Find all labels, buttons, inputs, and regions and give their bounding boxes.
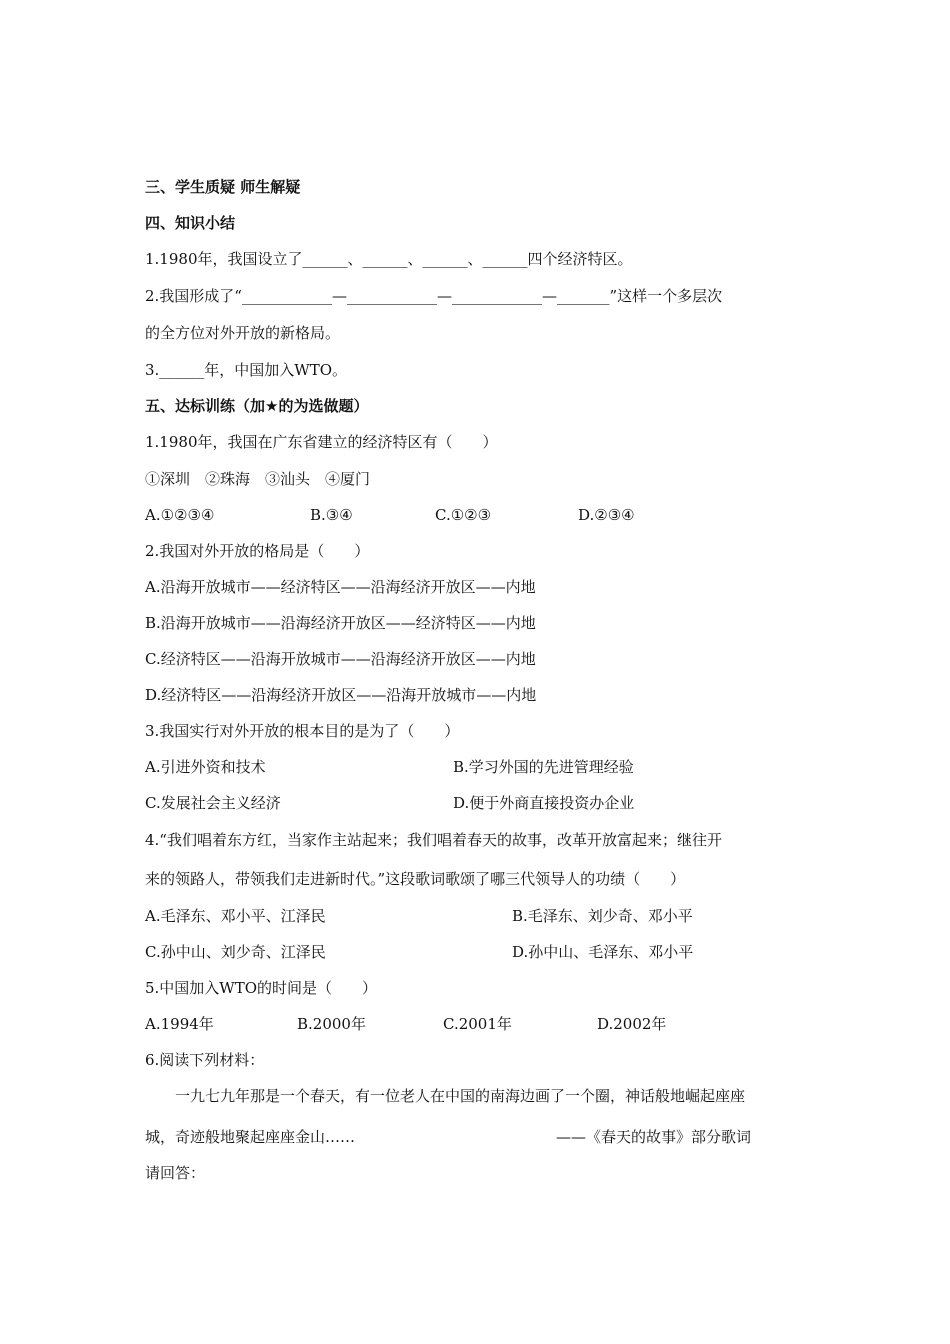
exercise-q3-option-c: C.发展社会主义经济 [145, 794, 281, 812]
exercise-q6-prompt: 请回答： [145, 1164, 206, 1182]
section-3-title: 三、学生质疑 师生解疑 [145, 178, 301, 196]
exercise-q3-option-b: B.学习外国的先进管理经验 [453, 758, 634, 776]
summary-q3: 3.______年，中国加入WTO。 [145, 361, 348, 379]
exercise-q4-option-c: C.孙中山、刘少奇、江泽民 [145, 943, 326, 961]
exercise-q2-option-a: A.沿海开放城市——经济特区——沿海经济开放区——内地 [145, 578, 536, 596]
exercise-q1-option-b: B.③④ [310, 506, 353, 524]
exercise-q4-option-d: D.孙中山、毛泽东、邓小平 [512, 943, 694, 961]
exercise-q1-option-c: C.①②③ [435, 506, 492, 524]
exercise-q1-stem: 1.1980年，我国在广东省建立的经济特区有（ ） [145, 433, 498, 451]
exercise-q5-option-b: B.2000年 [297, 1015, 366, 1033]
exercise-q1-items: ①深圳 ②珠海 ③汕头 ④厦门 [145, 470, 371, 488]
exercise-q2-option-d: D.经济特区——沿海经济开放区——沿海开放城市——内地 [145, 686, 537, 704]
exercise-q6-material-line1: 一九七九年那是一个春天，有一位老人在中国的南海边画了一个圈，神话般地崛起座座 [175, 1087, 746, 1105]
exercise-q4-stem-line2: 来的领路人，带领我们走进新时代。”这段歌词歌颂了哪三代领导人的功绩（ ） [145, 870, 686, 888]
exercise-q2-option-b: B.沿海开放城市——沿海经济开放区——经济特区——内地 [145, 614, 536, 632]
summary-q2-line1: 2.我国形成了“____________—____________—____________—_______”这样一个多层次 [145, 287, 723, 305]
section-5-title: 五、达标训练（加★的为选做题） [145, 397, 369, 415]
exercise-q3-option-d: D.便于外商直接投资办企业 [453, 794, 635, 812]
summary-q2-line2: 的全方位对外开放的新格局。 [145, 324, 341, 342]
exercise-q4-option-a: A.毛泽东、邓小平、江泽民 [145, 907, 326, 925]
exercise-q2-option-c: C.经济特区——沿海开放城市——沿海经济开放区——内地 [145, 650, 536, 668]
exercise-q3-stem: 3.我国实行对外开放的根本目的是为了（ ） [145, 722, 460, 740]
exercise-q5-option-a: A.1994年 [145, 1015, 214, 1033]
exercise-q6-stem: 6.阅读下列材料： [145, 1051, 265, 1069]
exercise-q6-material-line2: 城，奇迹般地聚起座座金山…… [145, 1128, 356, 1146]
exercise-q3-option-a: A.引进外资和技术 [145, 758, 266, 776]
summary-q1: 1.1980年，我国设立了______、______、______、______四个经济特区。 [145, 250, 633, 268]
exercise-q5-option-d: D.2002年 [597, 1015, 667, 1033]
exercise-q1-option-d: D.②③④ [578, 506, 635, 524]
exercise-q4-option-b: B.毛泽东、刘少奇、邓小平 [512, 907, 693, 925]
exercise-q5-stem: 5.中国加入WTO的时间是（ ） [145, 979, 378, 997]
exercise-q4-stem-line1: 4.“我们唱着东方红，当家作主站起来；我们唱着春天的故事，改革开放富起来；继往开 [145, 831, 722, 849]
exercise-q2-stem: 2.我国对外开放的格局是（ ） [145, 542, 370, 560]
exercise-q6-source: ——《春天的故事》部分歌词 [556, 1128, 752, 1146]
section-4-title: 四、知识小结 [145, 214, 236, 232]
exercise-q1-option-a: A.①②③④ [145, 506, 215, 524]
exercise-q5-option-c: C.2001年 [443, 1015, 512, 1033]
